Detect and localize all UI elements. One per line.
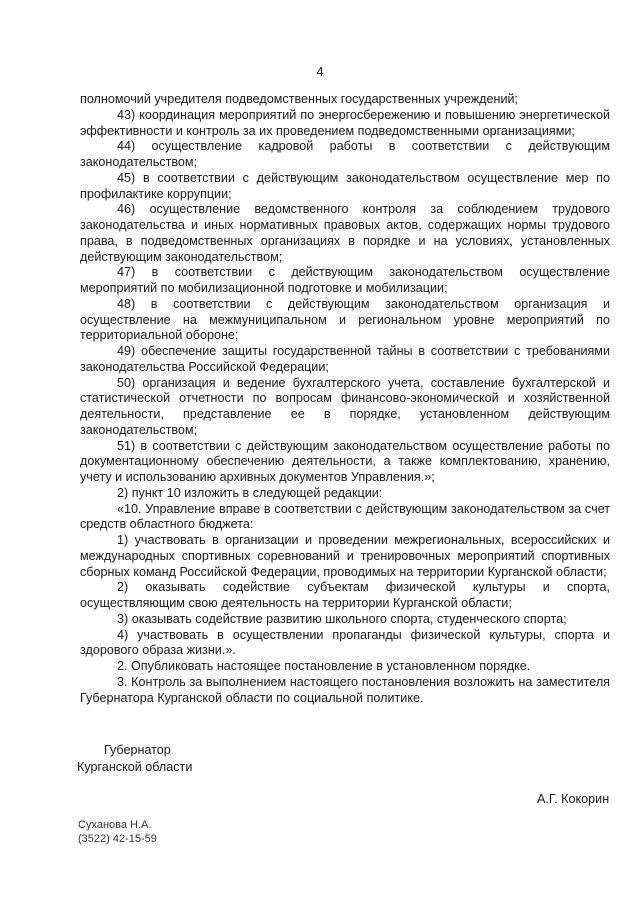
page-number: 4 [316, 64, 324, 79]
executor-block [78, 818, 157, 846]
paragraph: 45) в соответствии с действующим законодательством осуществление мер по профилактике коррупции; [80, 170, 610, 201]
paragraph: полномочий учредителя подведомственных государственных учреждений; [80, 92, 519, 106]
paragraph: 43) координация мероприятий по энергосбережению и повышению энергетической эффективности и контроль за их проведением подведомственными организациями; [80, 107, 610, 138]
paragraph: 49) обеспечение защиты государственной тайны в соответствии с требованиями законодательства Российской Федерации; [80, 344, 610, 374]
paragraph: 3. Контроль за выполнением настоящего постановления возложить на заместителя Губернатора Курганской области по социальной политике. [80, 674, 610, 705]
paragraph: 3) оказывать содействие развитию школьного спорта, студенческого спорта; [117, 611, 567, 626]
signatory-title-line-2: Курганской области [77, 760, 193, 774]
paragraph: 51) в соответствии с действующим законодательством осуществление работы по документационному обеспечению деятельности, а также комплектованию, хранению, учету и использованию архивных документов Управления.»; [80, 438, 610, 484]
paragraph: 1) участвовать в организации и проведении межрегиональных, всероссийских и международных спортивных соревнований и тренировочных мероприятий спортивных сборных команд Российской Федерации, проводимых на территории Курганской области; [80, 533, 610, 579]
paragraph: «10. Управление вправе в соответствии с действующим законодательством за счет средств областного бюджета: [80, 501, 610, 532]
paragraph: 4) участвовать в осуществлении пропаганды физической культуры, спорта и здорового образа жизни.». [80, 627, 610, 658]
paragraph: 47) в соответствии с действующим законодательством осуществление мероприятий по мобилизационной подготовке и мобилизации; [80, 265, 610, 295]
paragraph: 2) пункт 10 изложить в следующей редакции: [117, 485, 383, 500]
executor-name: Суханова Н.А. [78, 819, 152, 831]
paragraph: 48) в соответствии с действующим законодательством организация и осуществление на межмуниципальном и региональном уровне мероприятий по территориальной обороне; [80, 296, 610, 343]
paragraph: 2) оказывать содействие субъектам физической культуры и спорта, осуществляющим свою деятельность на территории Курганской области; [80, 580, 610, 610]
paragraph: 50) организация и ведение бухгалтерского учета, составление бухгалтерской и статистической отчетности по вопросам финансово-экономической и хозяйственной деятельности, представление ее в порядке, установленном действующим законодательством; [80, 375, 610, 437]
paragraph: 44) осуществление кадровой работы в соответствии с действующим законодательством; [80, 139, 610, 169]
paragraph: 46) осуществление ведомственного контроля за соблюдением трудового законодательства и иных нормативных правовых актов, содержащих нормы трудового права, в подведомственных организациях в порядке и на условиях, установленных действующим законодательством; [80, 202, 610, 264]
executor-phone: (3522) 42-15-59 [78, 833, 157, 845]
signatory-title-line-1: Губернатор [104, 743, 171, 757]
paragraph: 2. Опубликовать настоящее постановление в установленном порядке. [117, 659, 531, 673]
document-body [80, 92, 610, 706]
signatory-name: А.Г. Кокорин [537, 792, 610, 806]
